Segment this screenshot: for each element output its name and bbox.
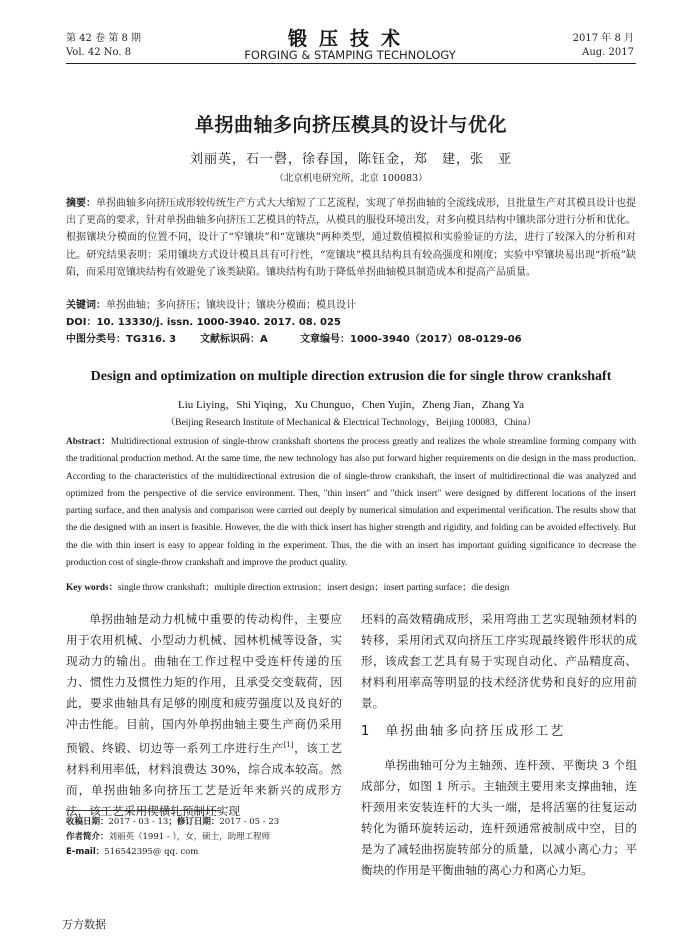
date-en: Aug. 2017 bbox=[582, 47, 634, 58]
keywords-text-en: single throw crankshaft；multiple direction extrusion；insert design；insert parting surface；die design bbox=[117, 583, 510, 593]
keywords-label-en: Key words： bbox=[66, 583, 118, 593]
keywords-label-cn: 关键词： bbox=[66, 300, 106, 311]
paper-title-cn: 单拐曲轴多向挤压模具的设计与优化 bbox=[194, 114, 507, 136]
clc-line bbox=[66, 331, 176, 348]
section-heading bbox=[361, 720, 565, 739]
abstract-label-en: Abstract： bbox=[66, 437, 111, 447]
doi-label: DOI： bbox=[66, 317, 97, 328]
date-cn: 2017 年 8 月 bbox=[572, 33, 634, 44]
article-no-label: 文章编号： bbox=[300, 334, 350, 345]
wanfang-watermark: 万方数据 bbox=[62, 918, 106, 931]
section-number: 1 bbox=[361, 724, 372, 739]
body-paragraph-right-1: 坯料的高效精确成形，采用弯曲工艺实现轴颈材料的转移，采用闭式双向挤压工序实现最终锻件形状的成形，该成套工艺具有易于实现自动化、产品精度高、材料利用率高等明显的技术经济优势和良好的应用前景。 bbox=[361, 612, 637, 710]
author-label: 作者简介： bbox=[66, 832, 109, 842]
doc-code-line bbox=[200, 331, 268, 348]
header-rule bbox=[66, 63, 636, 64]
abstract-text-cn: 单拐曲轴多向挤压成形较传统生产方式大大缩短了工艺流程，实现了单拐曲轴的全流线成形，且批量生产对其模具设计也提出了更高的要求，针对单拐曲轴多向挤压工艺模具的特点，从模具的服役环境出发，对多向模具结构中镶块部分进行分析和优化。根据镶块分模面的位置不同，设计了“窄镶块”和“宽镶块”两种类型，通过数值模拟和实验验证的方法，进行了较深入的分析和对比。研究结果表明：采用镶块方式设计模具具有可行性，“宽镶块”模具结构具有较高强度和刚度；实验中窄镶块易出现“折痕”缺陷，而采用宽镶块结构有效避免了该类缺陷。镶块结构有助于降低单拐曲轴模具制造成本和提高产品质量。 bbox=[66, 198, 636, 278]
body-left-text-b: ，该工艺材料利用率低，材料浪费达 30%，综合成本较高。然而，单拐曲轴多向挤压工艺是近年来新兴的成形方法，该工艺采用楔横轧预制坯实现 bbox=[66, 740, 342, 818]
journal-title-en: FORGING & STAMPING TECHNOLOGY bbox=[244, 48, 456, 62]
journal-title-cn: 锻压技术 bbox=[287, 28, 412, 50]
clc-value: TG316. 3 bbox=[126, 334, 177, 345]
abstract-label-cn: 摘要： bbox=[66, 198, 96, 209]
body-paragraph-left bbox=[66, 609, 342, 822]
abstract-cn bbox=[66, 195, 636, 281]
email-label: E-mail： bbox=[66, 847, 105, 857]
doi-line bbox=[66, 314, 636, 331]
authors-cn: 刘丽英，石一磬，徐春国，陈钰金，郑 建，张 亚 bbox=[189, 152, 512, 167]
received-date: 2017 - 03 - 13 bbox=[108, 817, 169, 827]
article-no-line bbox=[300, 331, 522, 348]
keywords-text-cn: 单拐曲轴；多向挤压；镶块设计；镶块分模面；模具设计 bbox=[106, 300, 356, 311]
keywords-cn bbox=[66, 297, 636, 314]
keywords-en bbox=[66, 580, 636, 597]
footnote-dates bbox=[66, 815, 342, 830]
footnote-rule bbox=[66, 810, 221, 811]
authors-en: Liu Liying，Shi Yiqing，Xu Chunguo，Chen Yujin，Zheng Jian，Zhang Ya bbox=[178, 399, 524, 411]
citation-ref[interactable]: [1] bbox=[283, 741, 294, 749]
footnote-author bbox=[66, 830, 342, 845]
clc-label: 中图分类号： bbox=[66, 334, 126, 345]
footnote-email bbox=[66, 845, 342, 860]
email-address[interactable]: 516542395@ qq. com bbox=[104, 847, 199, 857]
doc-code-label: 文献标识码： bbox=[200, 334, 260, 345]
revised-label: ；修订日期： bbox=[168, 817, 220, 827]
volume-issue-en: Vol. 42 No. 8 bbox=[66, 47, 132, 58]
affiliation-en: （Beijing Research Institute of Mechanical & Electrical Technology，Beijing 100083，China） bbox=[165, 418, 537, 428]
abstract-en bbox=[66, 434, 636, 572]
volume-issue-cn: 第 42 卷 第 8 期 bbox=[66, 33, 141, 44]
abstract-text-en: Multidirectional extrusion of single-throw crankshaft shortens the process greatly and realizes the whole streamline forming company with the traditional production method. At the same time, the new technology has also put forward higher requirements on die design in the mass production. According to the characteristics of the multidirectional extrusion die of single-throw crankshaft, the insert of multidirectional die was analyzed and optimized from the perspective of die service environment. Then, "thin insert" and "thick insert" were designed by different locations of the insert parting surface, and then analysis and comparison were carried out deeply by numerical simulation and experimental verification. The results show that the die designed with an insert is feasible. However, the die with thick insert has higher strength and rigidity, and folding can be avoided effectively. But the die with thin insert is easy to appear folding in the experiment. Thus, the die with an insert has important guiding significance to decrease the production cost of single-throw crankshaft and improve the product quality. bbox=[66, 437, 636, 569]
affiliation-cn: （北京机电研究所，北京 100083） bbox=[274, 173, 428, 184]
body-left-text-a: 单拐曲轴是动力机械中重要的传动构件，主要应用于农用机械、小型动力机械、园林机械等设备，实现动力的输出。曲轴在工作过程中受连杆传递的压力、惯性力及惯性力矩的作用，且承受交变载荷，因此，要求曲轴具有足够的刚度和疲劳强度以及良好的冲击性能。目前，国内外单拐曲轴主要生产商仍采用预锻、终锻、切边等一系列工序进行生产 bbox=[66, 612, 342, 755]
author-info: 刘丽英（1991 - ），女，硕士，助理工程师 bbox=[108, 832, 271, 842]
body-paragraph-right-2: 单拐曲轴可分为主轴颈、连杆颈、平衡块 3 个组成部分，如图 1 所示。主轴颈主要用来支撑曲轴，连杆颈用来安装连杆的大头一端，是将活塞的往复运动转化为循环旋转运动，连杆颈通常被制成中空，目的是为了减轻曲拐旋转部分的质量，以减小离心力；平衡块的作用是平衡曲轴的离心力和离心力矩。 bbox=[361, 758, 637, 877]
received-label: 收稿日期： bbox=[66, 817, 109, 827]
doc-code-value: A bbox=[260, 334, 268, 345]
article-no-value: 1000-3940（2017）08-0129-06 bbox=[350, 334, 522, 345]
doi-value: 10. 13330/j. issn. 1000-3940. 2017. 08. 025 bbox=[96, 317, 341, 328]
revised-date: 2017 - 05 - 23 bbox=[219, 817, 280, 827]
paper-title-en: Design and optimization on multiple direction extrusion die for single throw crankshaft bbox=[90, 369, 612, 384]
section-title: 单拐曲轴多向挤压成形工艺 bbox=[385, 724, 566, 739]
